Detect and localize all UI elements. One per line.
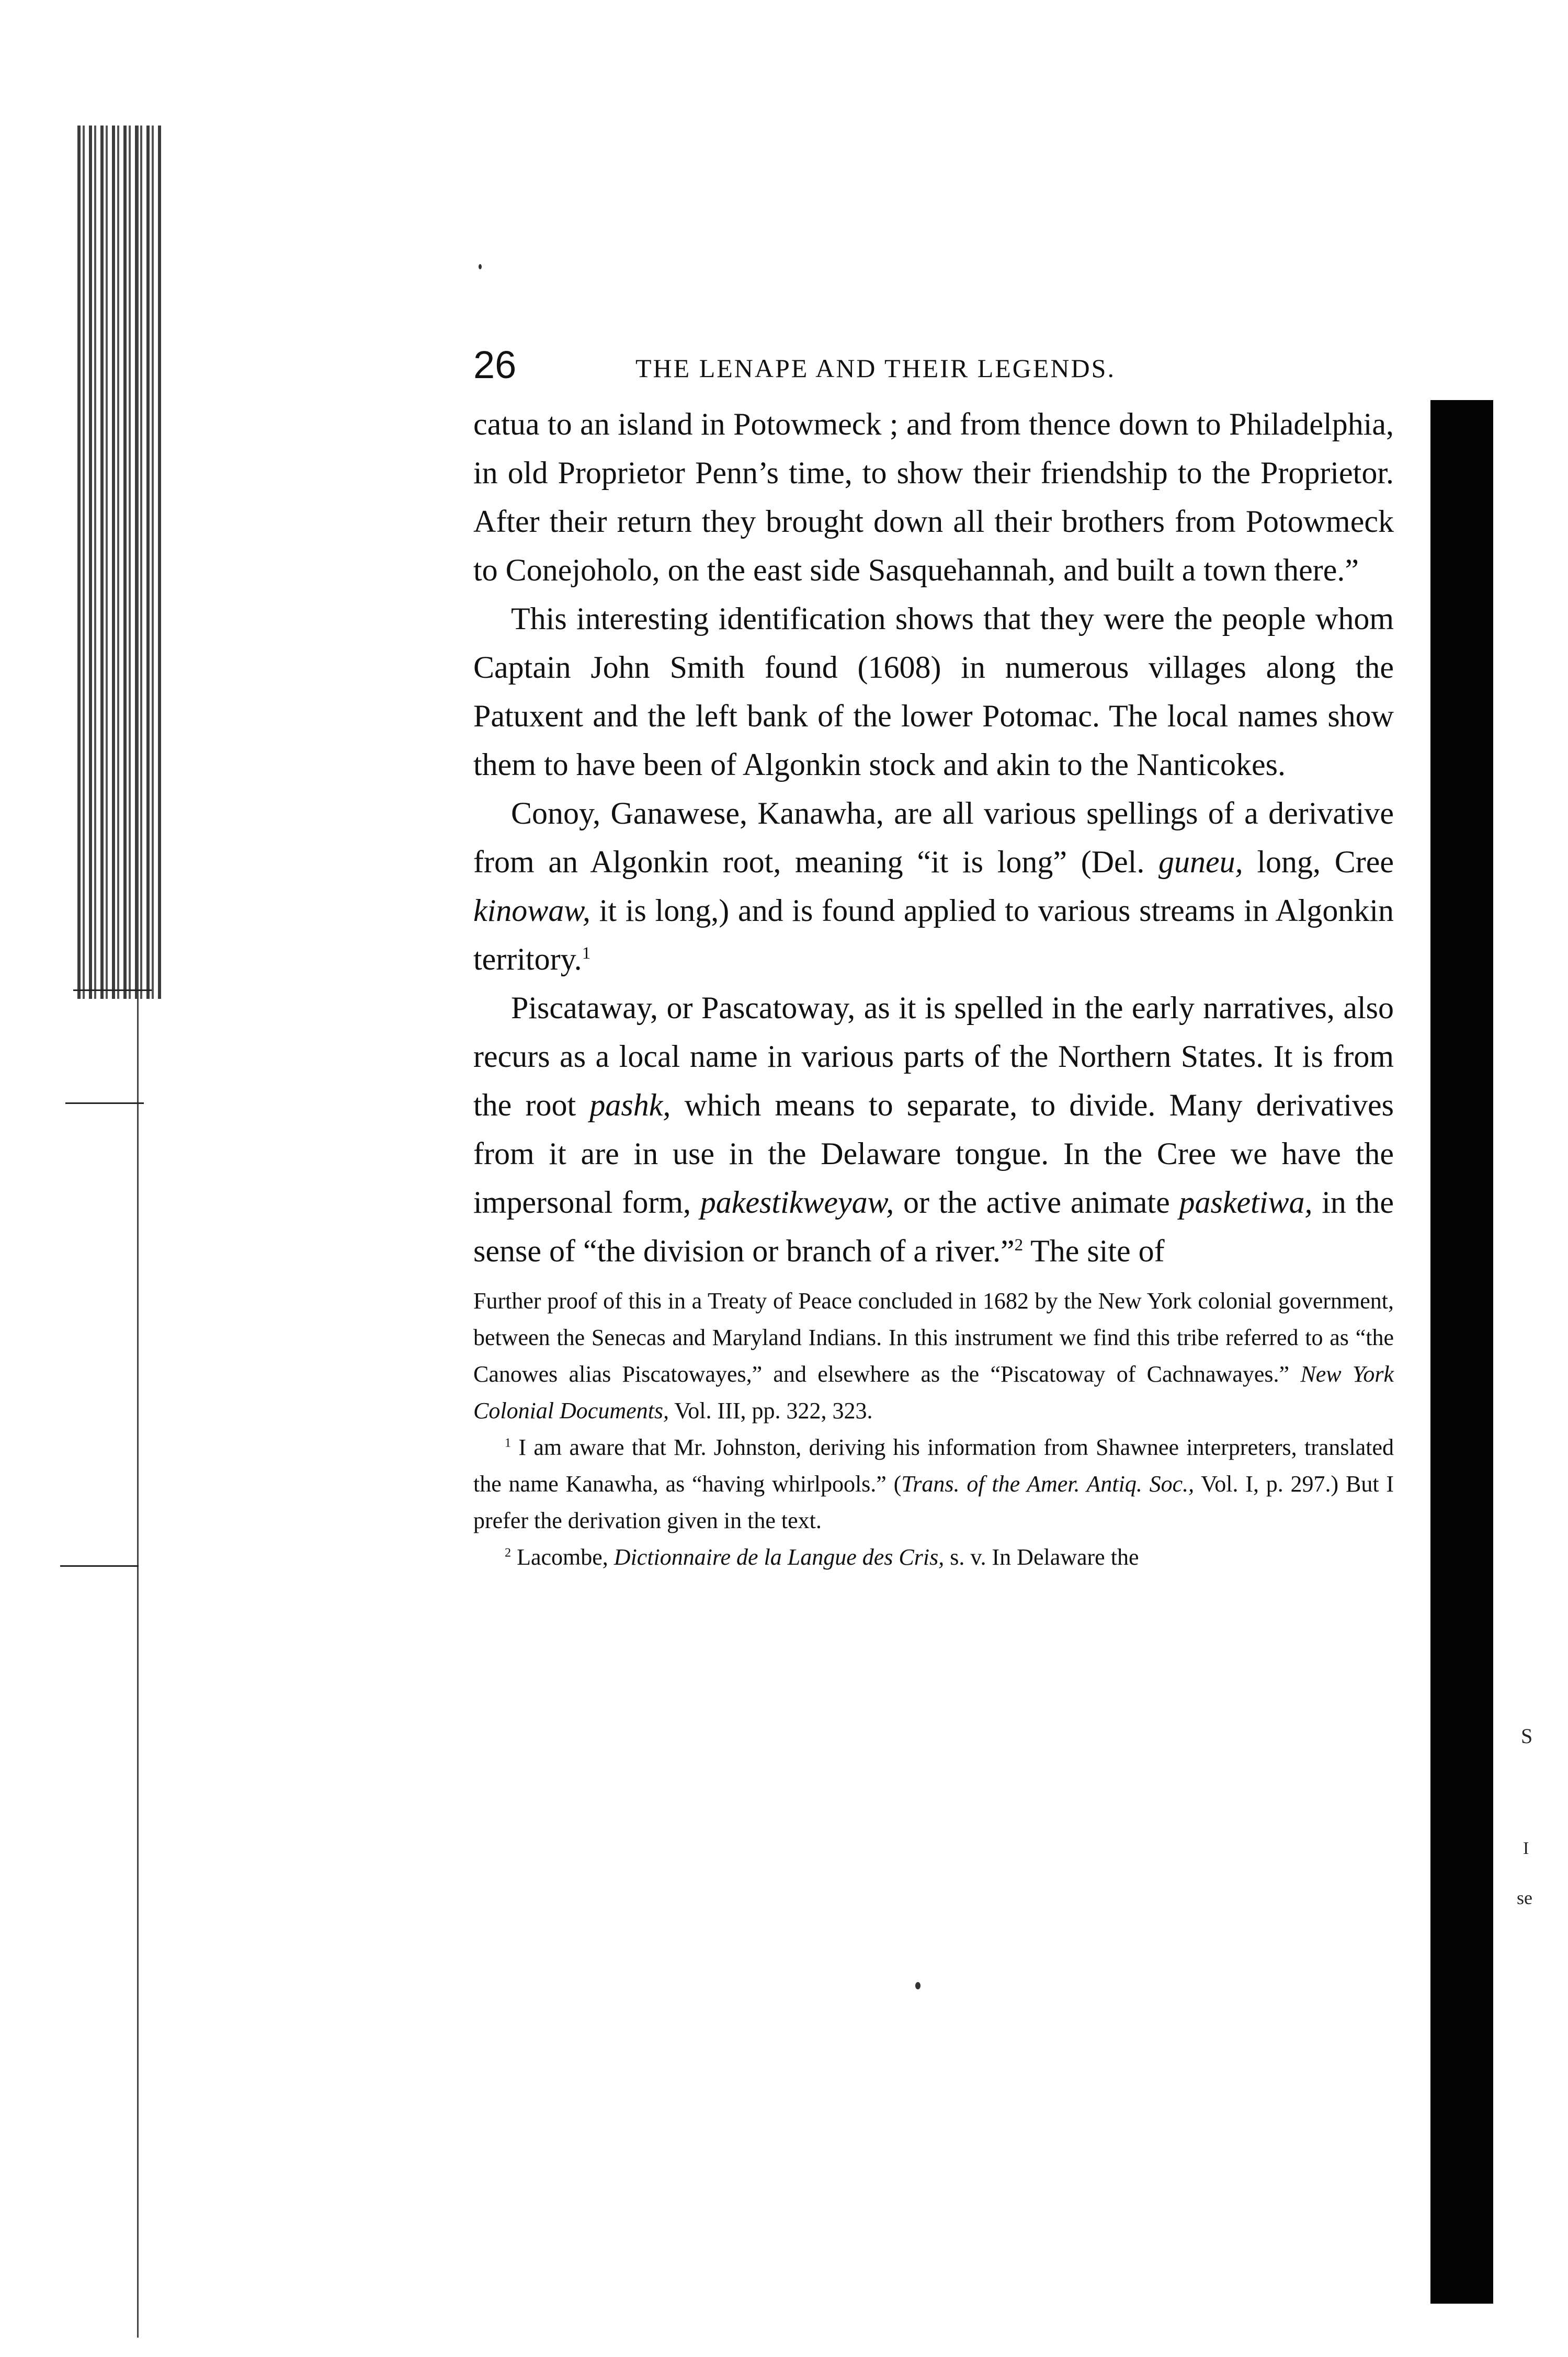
footnote-ref: 2 — [1014, 1236, 1024, 1255]
margin-fragment-se: se — [1517, 1887, 1532, 1908]
paragraph-4-text: which means to separate, to divide. Many derivatives from it are in use in the Delaware tongue. In the Cree we have the impersonal form, — [473, 1088, 1394, 1220]
paragraph-3 — [473, 789, 1394, 984]
paragraph-4 — [473, 984, 1394, 1276]
footnote-2 — [473, 1539, 1394, 1576]
italic-term: kinowaw, — [473, 893, 590, 928]
paragraph-3-text: long, Cree — [1243, 845, 1394, 879]
footnote-marker: 2 — [505, 1545, 512, 1560]
footnotes — [473, 1283, 1394, 1576]
margin-fragment-s: S — [1521, 1724, 1533, 1748]
italic-citation: Dictionnaire de la Langue des Cris, — [613, 1544, 945, 1570]
paragraph-4-text: The site of — [1023, 1234, 1165, 1268]
paragraph-4-text: in the sense of “the division or branch of a river.” — [473, 1185, 1394, 1268]
margin-dash-3 — [60, 1565, 139, 1567]
book-page — [473, 343, 1394, 1576]
left-margin-rule — [137, 126, 139, 2338]
italic-term: pashk, — [589, 1088, 671, 1122]
footnote-text: Further proof of this in a Treaty of Peace concluded in 1682 by the New York colonial government, between the Senecas and Maryland Indians. In this instrument we find this tribe referred to as “the Canowes alias Piscatowayes,” and elsewhere as the “Piscatoway of Cachnawayes.” — [473, 1288, 1394, 1387]
paragraph-2: This interesting identification shows that they were the people whom Captain John Smith found (1608) in numerous villages along the Patuxent and the left bank of the lower Potomac. The local names show them to have been of Algonkin stock and akin to the Nanticokes. — [473, 601, 1394, 782]
footnote-continued — [473, 1283, 1394, 1429]
paragraph-1: catua to an island in Potowmeck ; and from thence down to Philadelphia, in old Proprietor Penn’s time, to show their friendship to the Proprietor. After their return they brought down all their brothers from Potowmeck to Conejoholo, on the east side Sasquehannah, and built a town there.” — [473, 407, 1394, 587]
body-text — [473, 400, 1394, 1276]
page-number: 26 — [473, 343, 517, 386]
footnote-1 — [473, 1429, 1394, 1539]
scan-speck — [915, 1982, 921, 1989]
footnote-ref: 1 — [582, 944, 591, 963]
footnote-text: I am aware that Mr. Johnston, deriving his information from Shawnee interpreters, translated the name Kanawha, as “having whirlpools.” ( — [473, 1434, 1394, 1497]
footnote-text: s. v. In Delaware the — [944, 1544, 1139, 1570]
italic-citation: New York Colonial Documents, — [473, 1361, 1394, 1424]
italic-term: pakestikweyaw, — [700, 1185, 894, 1220]
margin-dash-1 — [73, 989, 152, 991]
italic-citation: Trans. of the Amer. Antiq. Soc., — [901, 1471, 1195, 1497]
running-title: THE LENAPE AND THEIR LEGENDS. — [635, 354, 1116, 383]
margin-fragment-i: I — [1523, 1839, 1529, 1858]
binding-edge — [1430, 400, 1493, 2304]
footnote-marker: 1 — [505, 1436, 512, 1450]
left-gutter-artifact — [77, 126, 161, 999]
running-head — [473, 343, 1394, 388]
footnote-text: Lacombe, — [511, 1544, 614, 1570]
paragraph-3-text: it is long,) and is found applied to various streams in Algonkin territory. — [473, 893, 1394, 976]
scan-speck — [479, 264, 482, 269]
italic-term: pasketiwa, — [1179, 1185, 1313, 1220]
paragraph-4-text: or the active animate — [894, 1185, 1179, 1220]
italic-term: guneu, — [1158, 845, 1243, 879]
margin-dash-2 — [65, 1102, 144, 1104]
paragraph-4-text: Piscataway, or Pascatoway, as it is spelled in the early narratives, also recurs as a local name in various parts of the Northern States. It is from the root — [473, 990, 1394, 1122]
paragraph-3-text: Conoy, Ganawese, Kanawha, are all various spellings of a derivative from an Algonkin root, meaning “it is long” (Del. — [473, 796, 1394, 879]
footnote-text: Vol. III, pp. 322, 323. — [668, 1398, 873, 1424]
footnote-text: Vol. I, p. 297.) But I prefer the derivation given in the text. — [473, 1471, 1394, 1533]
